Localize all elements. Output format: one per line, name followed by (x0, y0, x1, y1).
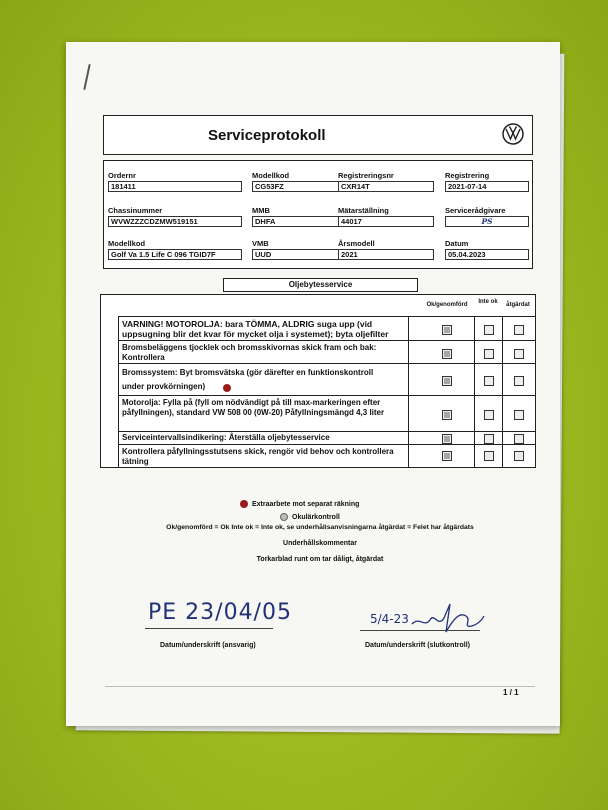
legend-extra-work: Extraarbete mot separat räkning (240, 500, 400, 508)
right-signature-date: 5/4-23 (370, 612, 409, 626)
page-title: Serviceprotokoll (208, 127, 326, 144)
table-row (118, 340, 535, 364)
fixed-checkbox[interactable] (514, 434, 524, 444)
row-text: Bromsbeläggens tjocklek och bromsskivornas skick fram och bak: Kontrollera (122, 343, 377, 362)
field-modellkod: Modellkod CG53FZ (252, 171, 340, 192)
col-header-not-ok: Inte ok (478, 299, 498, 305)
footer-divider (105, 686, 535, 687)
comments-title: Underhållskommentar (283, 540, 357, 547)
field-modellkod-2: Modellkod Golf Va 1.5 Life C 096 TGID7F (108, 239, 242, 260)
row-text: Bromssystem: Byt bromsvätska (gör därefter en funktionskontroll under provkörningen) (122, 368, 374, 391)
ok-checkbox[interactable] (442, 376, 452, 386)
col-header-ok: Ok/genomförd (426, 302, 468, 308)
fixed-checkbox[interactable] (514, 410, 524, 420)
field-chassinummer: Chassinummer WVWZZZCDZMW519151 (108, 206, 242, 227)
signature-line (145, 628, 273, 629)
visual-check-icon (280, 513, 288, 521)
fixed-checkbox[interactable] (514, 376, 524, 386)
table-row (118, 444, 535, 468)
not-ok-checkbox[interactable] (484, 434, 494, 444)
ok-checkbox[interactable] (442, 325, 452, 335)
vw-logo-icon (502, 123, 524, 145)
row-text: Motorolja: Fylla på (fyll om nödvändigt på till max-markeringen efter påfyllningen), standard VW 508 00 (0W-20) Påfyllningsmängd 4,3 liter (122, 398, 385, 417)
not-ok-checkbox[interactable] (484, 376, 494, 386)
extra-work-icon (240, 500, 248, 508)
row-text: VARNING! MOTOROLJA: bara TÖMMA, ALDRIG suga upp (vid uppsugning blir det kvar för mycket olja i systemet); byta oljefilter (122, 319, 389, 339)
signature-line (360, 630, 480, 631)
field-ordernr: Ordernr 181411 (108, 171, 242, 192)
ok-checkbox[interactable] (442, 434, 452, 444)
field-arsmodell: Årsmodell 2021 (338, 239, 434, 260)
row-text: Serviceintervallsindikering: Återställa oljebytesservice (122, 433, 330, 442)
extra-work-icon (223, 384, 231, 392)
section-title: Oljebytesservice (223, 278, 418, 292)
not-ok-checkbox[interactable] (484, 325, 494, 335)
row-text: Kontrollera påfyllningsstutsens skick, rengör vid behov och kontrollera tätning (122, 447, 394, 466)
page-number: 1 / 1 (503, 688, 519, 697)
document-header (103, 115, 533, 155)
maintenance-comment: Torkarblad runt om tar dåligt, åtgärdat (256, 556, 384, 563)
not-ok-checkbox[interactable] (484, 451, 494, 461)
field-mmb: MMB DHFA (252, 206, 340, 227)
field-registreringsnr: Registreringsnr CXR14T (338, 171, 434, 192)
field-serviceradgivare: Servicerådgivare PS (445, 206, 529, 227)
left-signature: PE 23/04/05 (148, 600, 292, 625)
not-ok-checkbox[interactable] (484, 410, 494, 420)
legend-visual-check: Okulärkontroll (280, 513, 400, 521)
ok-checkbox[interactable] (442, 451, 452, 461)
field-matarstallning: Mätarställning 44017 (338, 206, 434, 227)
not-ok-checkbox[interactable] (484, 349, 494, 359)
right-signature-label: Datum/underskrift (slutkontroll) (365, 642, 471, 649)
vehicle-info-box (103, 160, 533, 269)
field-vmb: VMB UUD (252, 239, 340, 260)
right-signature-scribble (410, 598, 486, 638)
col-header-fixed: åtgärdat (506, 302, 530, 308)
service-checklist-table (100, 294, 536, 468)
field-datum: Datum 05.04.2023 (445, 239, 529, 260)
table-row (118, 363, 535, 396)
left-signature-label: Datum/underskrift (ansvarig) (160, 642, 256, 649)
ok-checkbox[interactable] (442, 410, 452, 420)
table-row (118, 431, 535, 445)
field-registrering: Registrering 2021-07-14 (445, 171, 529, 192)
ok-checkbox[interactable] (442, 349, 452, 359)
fixed-checkbox[interactable] (514, 349, 524, 359)
legend-key: Ok/genomförd = Ok Inte ok = Inte ok, se underhållsanvisningarna åtgärdat = Felet har åtgärdats (166, 524, 474, 531)
table-row (118, 395, 535, 432)
fixed-checkbox[interactable] (514, 451, 524, 461)
fixed-checkbox[interactable] (514, 325, 524, 335)
table-row (118, 316, 535, 341)
